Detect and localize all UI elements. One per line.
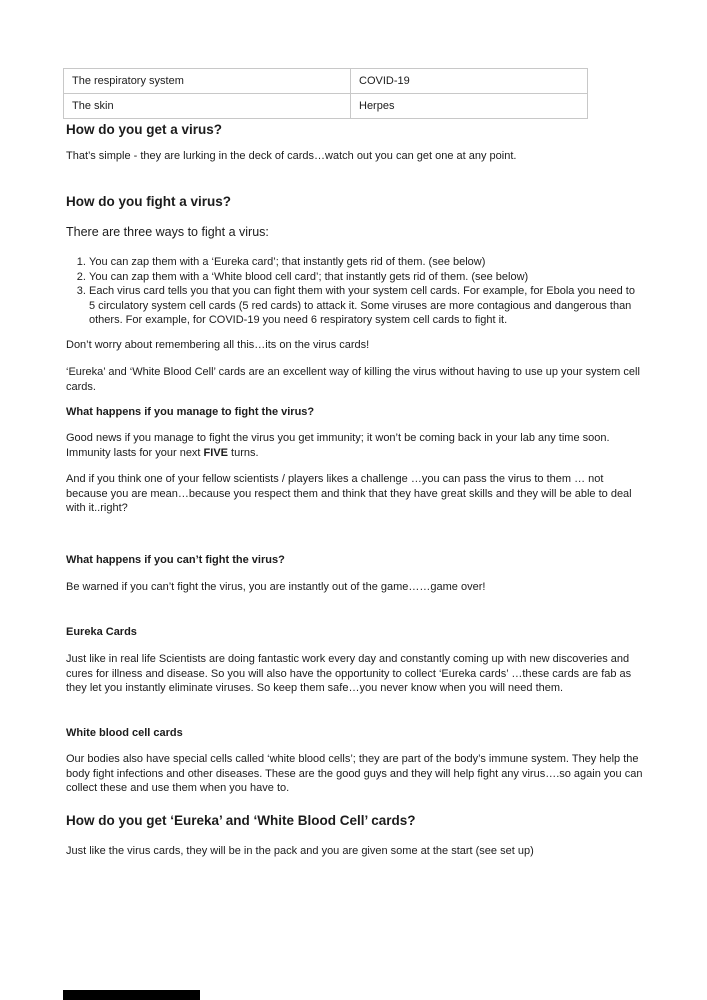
- heading-cant-fight: What happens if you can’t fight the virus?: [66, 554, 285, 566]
- immunity-text-pre: Good news if you manage to fight the virus you get immunity; it won’t be coming back in your lab any time soon. Immunity lasts for your next: [66, 432, 610, 459]
- paragraph-get-virus: That’s simple - they are lurking in the deck of cards…watch out you can get one at any point.: [66, 150, 517, 162]
- list-item-eureka-zap: 1. You can zap them with a ‘Eureka card’; that instantly gets rid of them. (see below): [89, 255, 644, 270]
- paragraph-cards-note: ‘Eureka’ and ‘White Blood Cell’ cards are an excellent way of killing the virus without having to use up your system cell cards.: [66, 366, 640, 393]
- table-cell-virus: COVID-19: [351, 69, 588, 94]
- paragraph-get-special-cards: Just like the virus cards, they will be in the pack and you are given some at the start (see set up): [66, 845, 534, 857]
- heading-manage-fight: What happens if you manage to fight the virus?: [66, 406, 315, 418]
- heading-wbc-cards: White blood cell cards: [66, 727, 183, 739]
- list-item-system-cells: 3. Each virus card tells you that you can fight them with your system cell cards. For example, for Ebola you need to 5 circulatory system cell cards (5 red cards) to attack it. Some viruses are more contagious and dangerous than others. For example, for COVID-19 you need 6 respiratory system cell cards to fight it.: [89, 284, 644, 328]
- table-cell-system: The skin: [64, 94, 351, 119]
- table-cell-system: The respiratory system: [64, 69, 351, 94]
- paragraph-wbc-cards: Our bodies also have special cells called ‘white blood cells’; they are part of the body’s immune system. They help the body fight infections and other diseases. These are the good guys and they will help fight any virus….so again you can collect these and use them when you have to.: [66, 753, 643, 795]
- table-row: [64, 69, 588, 94]
- paragraph-immunity: [66, 431, 644, 460]
- heading-eureka-cards: Eureka Cards: [66, 626, 137, 638]
- immunity-text-five: FIVE: [203, 446, 228, 459]
- body-systems-virus-table: [63, 68, 588, 119]
- heading-fight-virus: How do you fight a virus?: [66, 194, 231, 209]
- immunity-text-post: turns.: [228, 446, 259, 459]
- table-row: [64, 94, 588, 119]
- paragraph-eureka-cards: Just like in real life Scientists are doing fantastic work every day and constantly coming up with new discoveries and cures for illness and disease. So you will also have the opportunity to collect ‘Eureka cards’ …these cards are fab as they let you instantly eliminate viruses. So keep them safe…you never know when you will need them.: [66, 653, 632, 695]
- list-item-wbc-zap: 2. You can zap them with a ‘White blood cell card’; that instantly gets rid of them. (see below): [89, 270, 644, 285]
- paragraph-fight-intro: There are three ways to fight a virus:: [66, 225, 269, 239]
- heading-get-virus: How do you get a virus?: [66, 122, 223, 137]
- paragraph-game-over: Be warned if you can’t fight the virus, you are instantly out of the game……game over!: [66, 581, 486, 593]
- table-cell-virus: Herpes: [351, 94, 588, 119]
- paragraph-pass-virus: And if you think one of your fellow scientists / players likes a challenge …you can pass the virus to them … not because you are mean…because you respect them and think that they have great skills and they will be able to deal with it..right?: [66, 473, 632, 515]
- fight-ways-list: [66, 255, 644, 328]
- cropped-black-bar: [63, 990, 200, 1000]
- heading-get-special-cards: How do you get ‘Eureka’ and ‘White Blood Cell’ cards?: [66, 813, 416, 828]
- paragraph-dont-worry: Don’t worry about remembering all this…its on the virus cards!: [66, 339, 370, 351]
